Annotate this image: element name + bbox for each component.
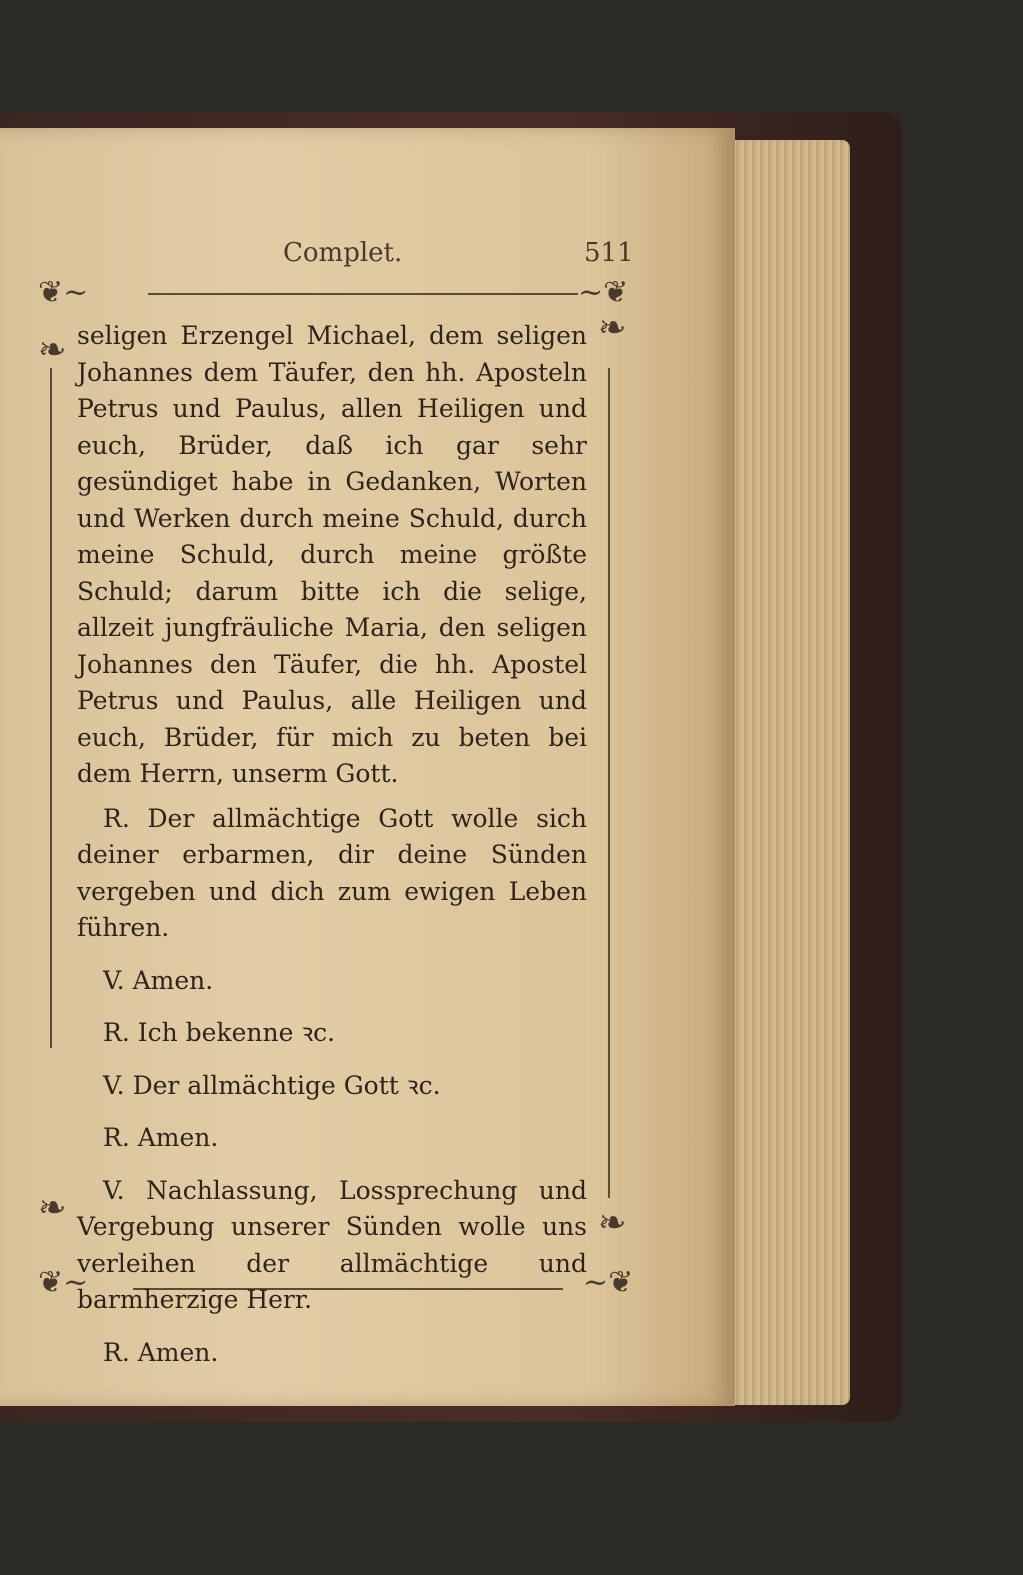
frame-right-rule [608, 368, 610, 1198]
vine-ornament-icon: ❧ [38, 1188, 67, 1228]
prayer-text [77, 318, 587, 1371]
response-paragraph: R. Der allmächtige Gott wolle sich deiner erbarmen, dir deine Sünden vergeben und dich zum ewigen Leben führen. [77, 803, 587, 942]
floral-corner-ornament-icon: ❦~ [38, 1265, 89, 1300]
vine-ornament-icon: ❧ [38, 330, 67, 370]
versicle-paragraph: V. Nachlassung, Lossprechung und Vergebung unserer Sünden wolle uns verleihen der allmächtige und barmherzige Herr. [77, 1175, 587, 1314]
floral-corner-ornament-icon: ❦~ [38, 275, 89, 310]
confession-paragraph: seligen Erzengel Michael, dem seligen Johannes dem Täufer, den hh. Aposteln Petrus und Paulus, allen Heiligen und euch, Brüder, daß ich gar sehr gesündiget habe in Gedanken, Worten und Werken durch meine Schuld, durch meine Schuld, durch meine größte Schuld; darum bitte ich die selige, allzeit jungfräuliche Maria, den seligen Johannes den Täufer, die hh. Apostel Petrus und Paulus, alle Heiligen und euch, Brüder, für mich zu beten bei dem Herrn, unserm Gott. [77, 321, 587, 788]
response-line: R. Amen. [103, 1337, 219, 1367]
versicle-line: V. Amen. [103, 965, 214, 995]
vine-ornament-icon: ❧ [598, 1203, 627, 1243]
frame-left-rule [50, 368, 52, 1048]
page-number: 511 [584, 238, 634, 268]
floral-corner-ornament-icon: ~❦ [583, 1265, 634, 1300]
response-line: R. Ich bekenne ꝛc. [103, 1018, 336, 1047]
running-head [0, 238, 640, 278]
versicle-line: V. Der allmächtige Gott ꝛc. [103, 1070, 441, 1100]
frame-top-rule [148, 293, 578, 295]
vine-ornament-icon: ❧ [598, 308, 627, 348]
floral-corner-ornament-icon: ~❦ [578, 275, 629, 310]
response-line: R. Amen. [103, 1123, 219, 1152]
page-header-title: Complet. [283, 238, 403, 268]
